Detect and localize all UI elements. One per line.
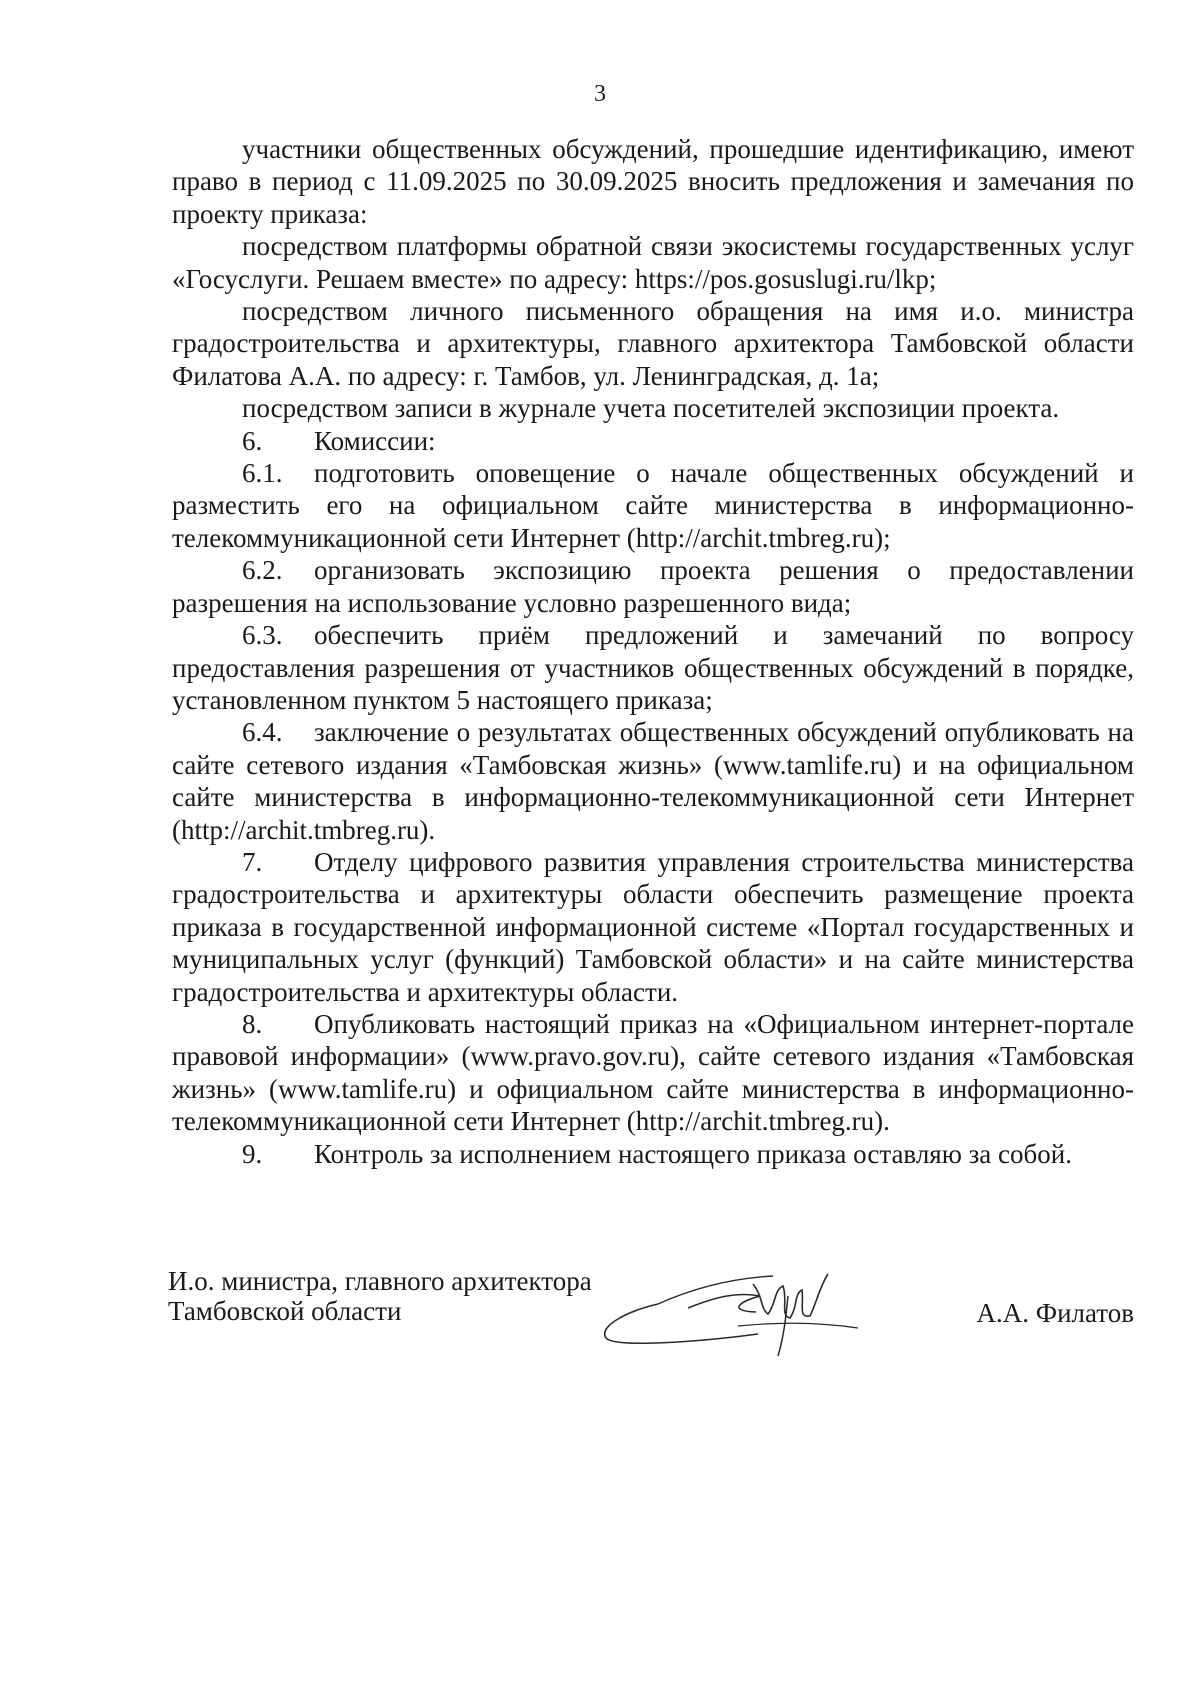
paragraph-9 xyxy=(172,1138,1134,1170)
paragraph-gosuslugi xyxy=(172,230,1134,295)
paragraph-text: Контроль за исполнением настоящего приказа оставляю за собой. xyxy=(314,1138,1072,1169)
item-number: 7. xyxy=(242,846,263,877)
signer-position-line-1: И.о. министра, главного архитектора xyxy=(168,1266,592,1296)
signer-position xyxy=(168,1266,592,1326)
item-number: 6. xyxy=(242,425,263,456)
paragraph-text: Комиссии: xyxy=(314,425,436,456)
paragraph-8 xyxy=(172,1008,1134,1138)
paragraph-participants-rights xyxy=(172,133,1134,230)
item-number: 8. xyxy=(242,1008,263,1039)
handwritten-signature xyxy=(588,1256,888,1366)
paragraph-6-3 xyxy=(172,619,1134,716)
item-number: 9. xyxy=(242,1138,263,1169)
item-number: 6.1. xyxy=(242,458,283,489)
item-number: 6.4. xyxy=(242,717,283,748)
page-number: 3 xyxy=(594,81,606,107)
paragraph-6-1 xyxy=(172,457,1134,554)
paragraph-journal-entry xyxy=(172,392,1134,424)
paragraph-written-appeal xyxy=(172,295,1134,392)
paragraph-text: посредством платформы обратной связи экосистемы государственных услуг «Госуслуги. Решаем вместе» по адресу: https://pos.gosuslugi.ru/lkp; xyxy=(172,231,1134,294)
signer-position-line-2: Тамбовской области xyxy=(168,1296,402,1326)
paragraph-text: обеспечить приём предложений и замечаний по вопросу предоставления разрешения от участников общественных обсуждений в порядке, установленном пунктом 5 настоящего приказа; xyxy=(172,620,1134,715)
paragraph-6-2 xyxy=(172,554,1134,619)
paragraph-text: посредством личного письменного обращения на имя и.о. министра градостроительства и архитектуры, главного архитектора Тамбовской области Филатова А.А. по адресу: г. Тамбов, ул. Ленинградская, д. 1а; xyxy=(172,296,1134,391)
paragraph-text: подготовить оповещение о начале общественных обсуждений и разместить его на официальном сайте министерства в информационно-телекоммуникационной сети Интернет (http://archit.tmbreg.ru); xyxy=(172,458,1134,553)
paragraph-6 xyxy=(172,425,1134,457)
item-number: 6.2. xyxy=(242,555,283,586)
paragraph-text: посредством записи в журнале учета посетителей экспозиции проекта. xyxy=(242,393,1060,424)
item-number: 6.3. xyxy=(242,620,283,651)
paragraph-text: организовать экспозицию проекта решения о предоставлении разрешения на использование условно разрешенного вида; xyxy=(172,555,1134,618)
document-body xyxy=(172,133,1134,1170)
paragraph-text: участники общественных обсуждений, прошедшие идентификацию, имеют право в период с 11.09.2025 по 30.09.2025 вносить предложения и замечания по проекту приказа: xyxy=(172,134,1134,229)
paragraph-text: заключение о результатах общественных обсуждений опубликовать на сайте сетевого издания «Тамбовская жизнь» (www.tamlife.ru) и на официальном сайте министерства в информационно-телекоммуникационной сети Интернет (http://archit.tmbreg.ru). xyxy=(172,717,1134,845)
paragraph-7 xyxy=(172,846,1134,1008)
signer-name: А.А. Филатов xyxy=(976,1298,1134,1328)
paragraph-6-4 xyxy=(172,716,1134,846)
paragraph-text: Опубликовать настоящий приказ на «Официальном интернет-портале правовой информации» (www.pravo.gov.ru), сайте сетевого издания «Тамбовская жизнь» (www.tamlife.ru) и официальном сайте министерства в информационно-телекоммуникационной сети Интернет (http://archit.tmbreg.ru). xyxy=(172,1008,1134,1137)
signature-block xyxy=(168,1266,1134,1386)
paragraph-text: Отделу цифрового развития управления строительства министерства градостроительства и архитектуры области обеспечить размещение проекта приказа в государственной информационной системе «Портал государственных и муниципальных услуг (функций) Тамбовской области» и на сайте министерства градостроительства и архитектуры области. xyxy=(172,846,1134,1007)
